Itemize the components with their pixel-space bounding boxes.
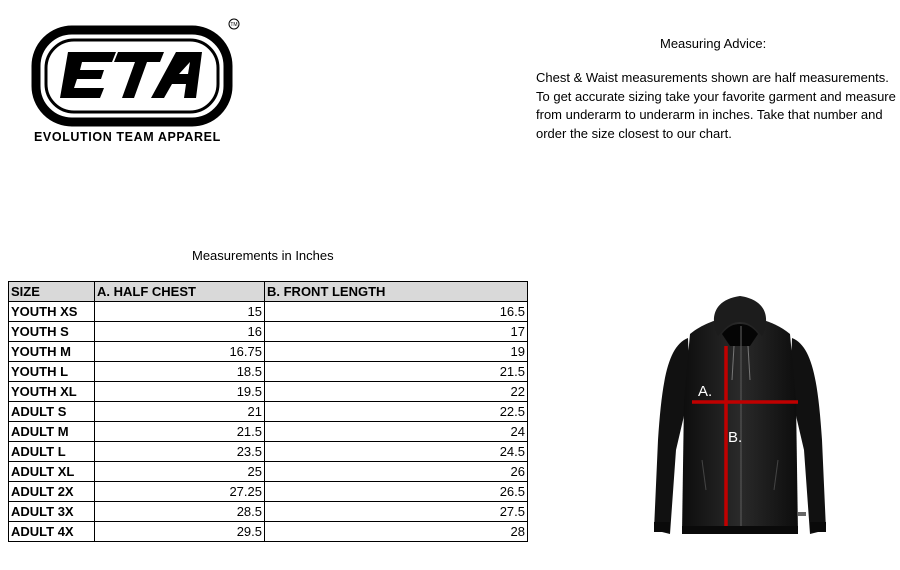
header-size: SIZE [9, 282, 95, 302]
size-cell: ADULT L [9, 442, 95, 462]
front-length-cell: 26.5 [265, 482, 528, 502]
front-length-cell: 19 [265, 342, 528, 362]
half-chest-cell: 18.5 [95, 362, 265, 382]
eta-logo-mark [30, 18, 245, 130]
front-length-cell: 21.5 [265, 362, 528, 382]
half-chest-cell: 28.5 [95, 502, 265, 522]
size-cell: ADULT XL [9, 462, 95, 482]
size-cell: YOUTH M [9, 342, 95, 362]
front-length-cell: 16.5 [265, 302, 528, 322]
front-length-cell: 27.5 [265, 502, 528, 522]
table-row [9, 522, 528, 542]
half-chest-cell: 23.5 [95, 442, 265, 462]
front-length-cell: 28 [265, 522, 528, 542]
size-cell: YOUTH S [9, 322, 95, 342]
table-row [9, 322, 528, 342]
half-chest-cell: 27.25 [95, 482, 265, 502]
advice-text: Chest & Waist measurements shown are half measurements. To get accurate sizing take your favorite garment and measure from underarm to underarm in inches. Take that number and order the size closest to our chart. [536, 70, 896, 141]
label-b: B. [728, 429, 743, 446]
size-cell: YOUTH L [9, 362, 95, 382]
half-chest-cell: 15 [95, 302, 265, 322]
table-row [9, 462, 528, 482]
header-half-chest: A. HALF CHEST [95, 282, 265, 302]
advice-title: Measuring Advice: [660, 36, 767, 51]
size-cell: ADULT S [9, 402, 95, 422]
half-chest-cell: 25 [95, 462, 265, 482]
table-row [9, 422, 528, 442]
front-length-cell: 17 [265, 322, 528, 342]
front-length-cell: 24.5 [265, 442, 528, 462]
jacket-diagram [640, 290, 840, 542]
eta-logo [30, 18, 245, 148]
table-row [9, 362, 528, 382]
half-chest-cell: 16 [95, 322, 265, 342]
size-cell: ADULT M [9, 422, 95, 442]
size-cell: YOUTH XL [9, 382, 95, 402]
logo-tagline: EVOLUTION TEAM APPAREL [34, 130, 221, 144]
front-length-cell: 22.5 [265, 402, 528, 422]
size-cell: YOUTH XS [9, 302, 95, 322]
front-length-cell: 26 [265, 462, 528, 482]
size-cell: ADULT 4X [9, 522, 95, 542]
half-chest-cell: 29.5 [95, 522, 265, 542]
front-length-cell: 22 [265, 382, 528, 402]
header-front-length: B. FRONT LENGTH [265, 282, 528, 302]
trademark-mark: TM [230, 22, 238, 28]
size-cell: ADULT 3X [9, 502, 95, 522]
table-caption: Measurements in Inches [192, 248, 334, 263]
table-row [9, 402, 528, 422]
table-row [9, 502, 528, 522]
half-chest-cell: 21 [95, 402, 265, 422]
table-row [9, 482, 528, 502]
size-chart-table [8, 281, 528, 542]
table-row [9, 442, 528, 462]
jacket-illustration [654, 296, 826, 534]
half-chest-cell: 21.5 [95, 422, 265, 442]
half-chest-cell: 16.75 [95, 342, 265, 362]
label-a: A. [698, 383, 713, 400]
table-header-row [9, 282, 528, 302]
table-row [9, 342, 528, 362]
table-row [9, 382, 528, 402]
half-chest-cell: 19.5 [95, 382, 265, 402]
front-length-cell: 24 [265, 422, 528, 442]
table-row [9, 302, 528, 322]
size-cell: ADULT 2X [9, 482, 95, 502]
